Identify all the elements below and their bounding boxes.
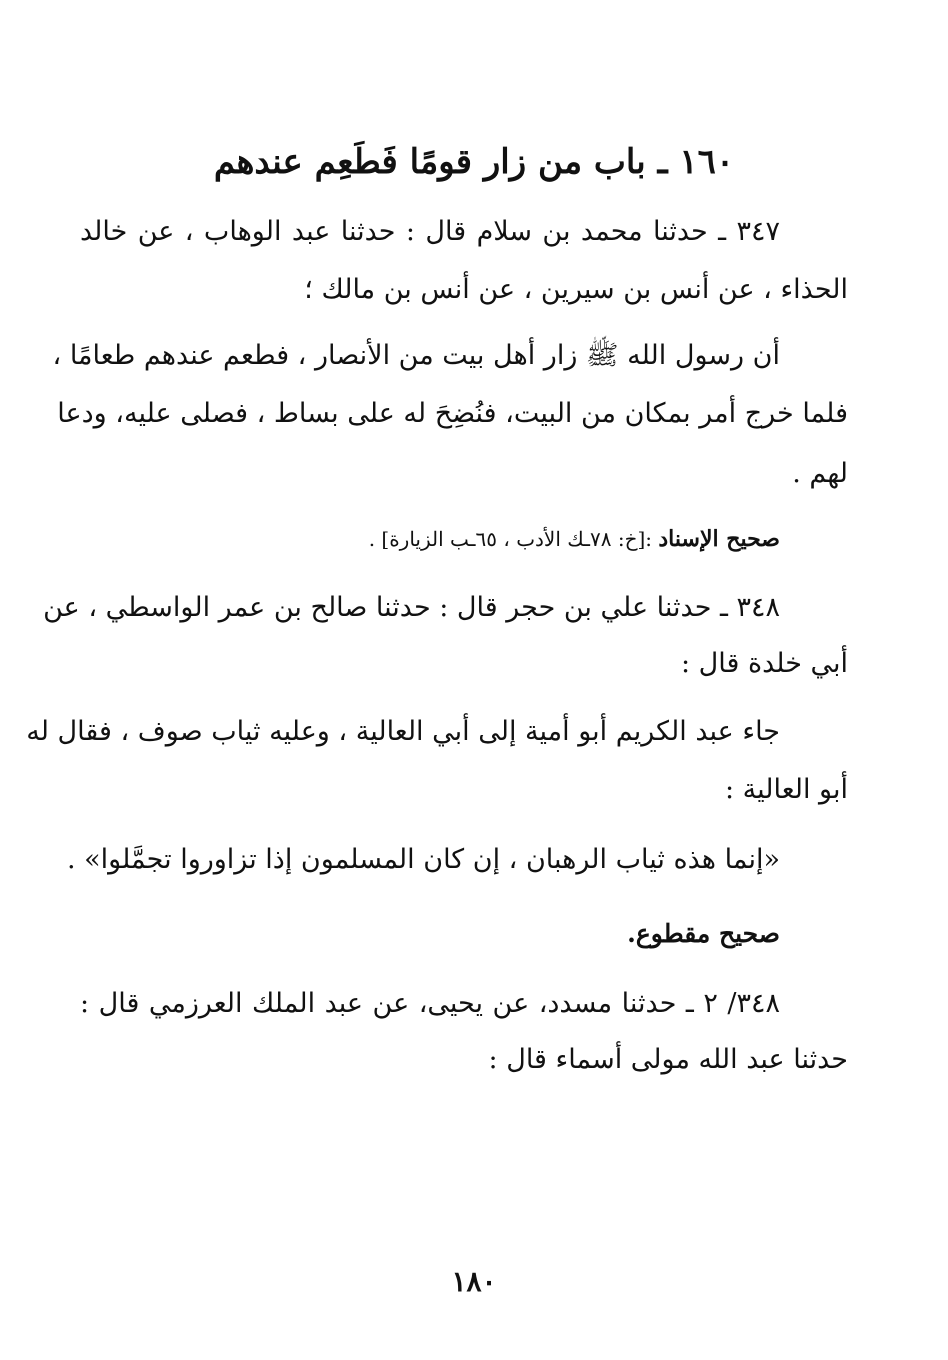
hadith-348-matn-line-1: جاء عبد الكريم أبو أمية إلى أبي العالية ، وعليه ثياب صوف ، فقال له [26,716,780,747]
hadith-348-matn-line-2: أبو العالية : [724,774,848,805]
hadith-348-isnad-line-2: أبي خلدة قال : [680,648,848,679]
hadith-347-isnad-line-1: ٣٤٧ ـ حدثنا محمد بن سلام قال : حدثنا عبد الوهاب ، عن خالد [80,216,780,247]
hadith-347-grading [369,522,780,556]
page-number: ١٨٠ [451,1265,497,1298]
grading-reference: :[خ: ٧٨ـك الأدب ، ٦٥ـب الزيارة] . [368,527,659,551]
hadith-347-matn-line-3: لهم . [792,458,848,489]
chapter-title-text: ١٦٠ ـ باب من زار قومًا فَطَعِم عندهم [213,142,735,182]
hadith-348-2-isnad-line-1: ٣٤٨/ ٢ ـ حدثنا مسدد، عن يحيى، عن عبد الملك العرزمي قال : [80,988,780,1019]
hadith-347-matn-line-1: أن رسول الله ﷺ زار أهل بيت من الأنصار ، فطعم عندهم طعامًا ، [52,340,780,371]
chapter-title [0,138,948,186]
hadith-347-matn-line-2: فلما خرج أمر بمكان من البيت، فنُضِحَ له على بساط ، فصلى عليه، ودعا [57,398,848,429]
hadith-348-isnad-line-1: ٣٤٨ ـ حدثنا علي بن حجر قال : حدثنا صالح بن عمر الواسطي ، عن [43,592,780,623]
hadith-347-isnad-line-2: الحذاء ، عن أنس بن سيرين ، عن أنس بن مالك ؛ [304,274,848,305]
grading-label: صحيح الإسناد [658,526,780,552]
hadith-348-quote: «إنما هذه ثياب الرهبان ، إن كان المسلمون إذا تزاوروا تجمَّلوا» . [66,844,780,875]
hadith-348-2-isnad-line-2: حدثنا عبد الله مولى أسماء قال : [488,1044,848,1075]
hadith-348-grading: صحيح مقطوع. [627,919,780,948]
